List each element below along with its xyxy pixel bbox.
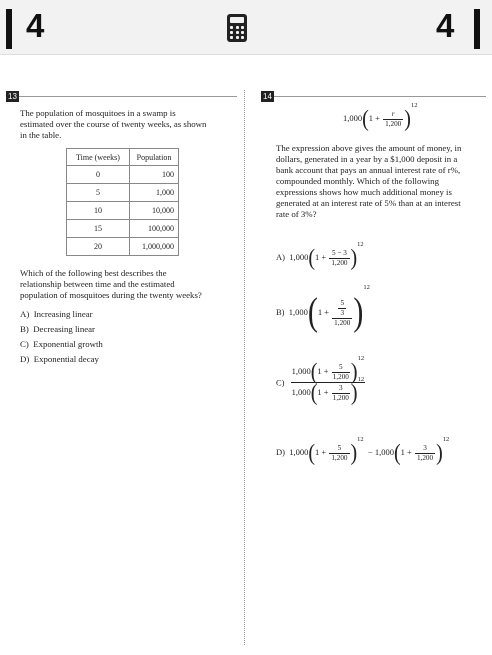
left-bar: [6, 9, 12, 49]
table-row: 0 100: [67, 166, 179, 184]
choice-c-14[interactable]: C) 1,000(1 + $\frac{5}{1,200}$ )$^{12}$ 1,000(1 + $\frac{3}{1,200}$ )$^{12}$: [276, 355, 365, 406]
table-header: Time (weeks): [67, 149, 130, 166]
q13-stem: The population of mosquitoes in a swamp is estimated over the course of twenty weeks, as shown in the table.: [20, 108, 207, 140]
table-row: 5 1,000: [67, 184, 179, 202]
choice-b-14[interactable]: B) 1,000(1 + $\frac{\frac{5}{3}}{1,200}$ )$^{12}$: [276, 284, 370, 334]
calculator-icon: [227, 14, 247, 42]
section-header: [0, 0, 492, 55]
choice-b[interactable]: B) Decreasing linear: [20, 324, 95, 334]
question-rule: [19, 96, 237, 97]
section-number-right: 4: [436, 7, 455, 44]
question-rule: [274, 96, 486, 97]
choice-a-14[interactable]: A) 1,000(1 + $\frac{5 - 3}{1,200}$ )$^{12}$: [276, 241, 364, 271]
question-number-14: 14: [261, 91, 274, 102]
q14-expression: 1,000(1 + $\frac{r}{1,200}$ )$^{12}$: [343, 102, 418, 132]
choice-a[interactable]: A) Increasing linear: [20, 309, 93, 319]
table-row: 20 1,000,000: [67, 238, 179, 256]
population-table: [66, 148, 179, 256]
section-number-left: 4: [26, 7, 45, 44]
choice-d[interactable]: D) Exponential decay: [20, 354, 99, 364]
q14-stem: The expression above gives the amount of money, in dollars, generated in a year by a $1,000 deposit in a bank account that pays an annual interest rate of r%, compounded monthly. Which of the following expressions shows how much additional money is generated at an interest rate of 5% than at an interest rate of 3%?: [276, 143, 462, 219]
choice-d-14[interactable]: D) 1,000(1 + $\frac{5}{1,200}$ )$^{12}$ − 1,000(1 + $\frac{3}{1,200}$ )$^{12}$: [276, 436, 450, 466]
table-row: 10 10,000: [67, 202, 179, 220]
right-bar: [474, 9, 480, 49]
q13-question: Which of the following best describes the relationship between time and the estimated population of mosquitoes during the twenty weeks?: [20, 268, 202, 300]
column-divider: [244, 90, 245, 645]
choice-c[interactable]: C) Exponential growth: [20, 339, 103, 349]
table-row: 15 100,000: [67, 220, 179, 238]
table-header: Population: [130, 149, 179, 166]
question-number-13: 13: [6, 91, 19, 102]
